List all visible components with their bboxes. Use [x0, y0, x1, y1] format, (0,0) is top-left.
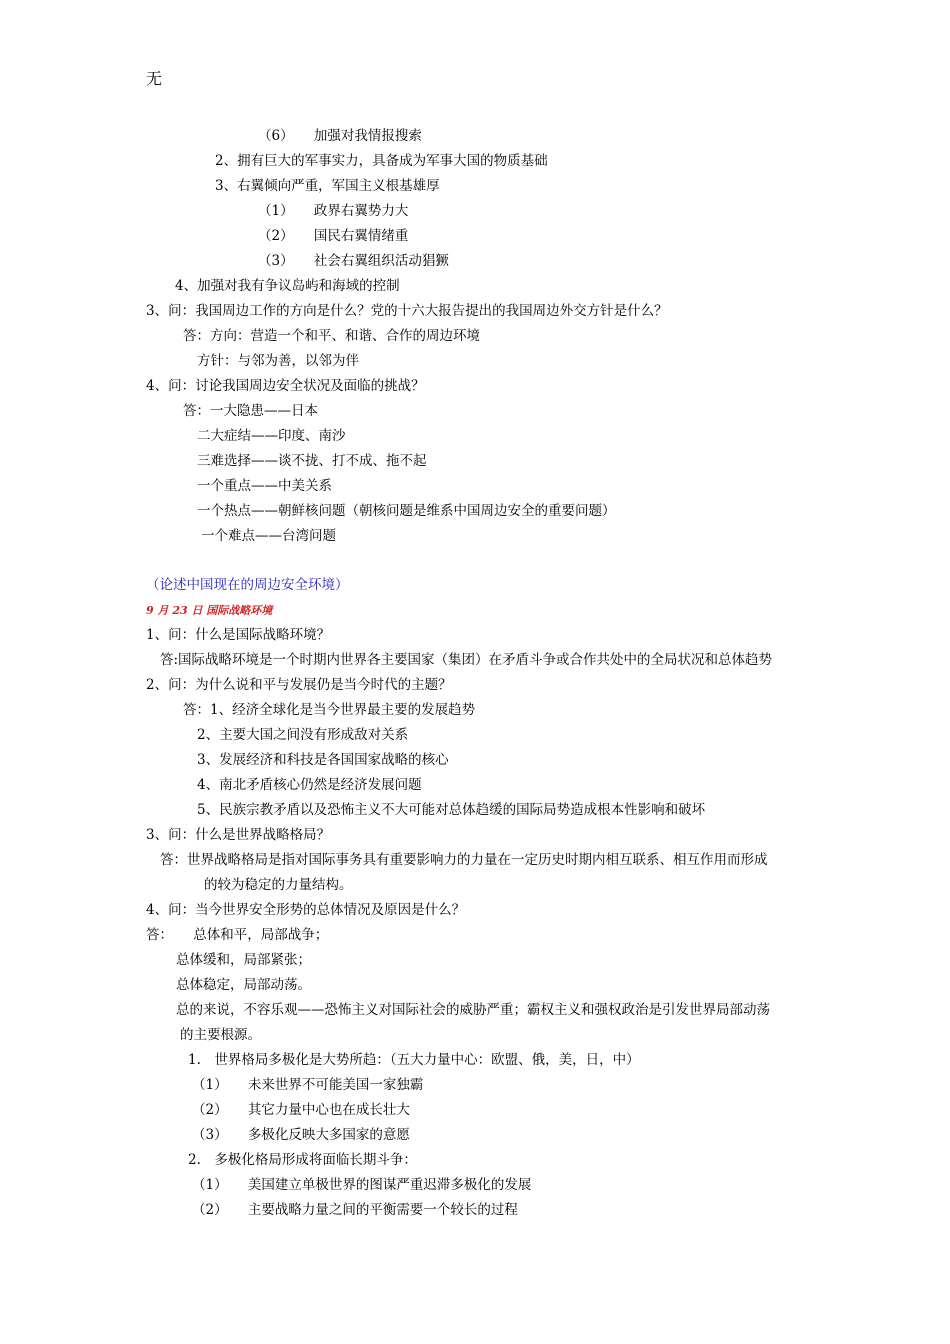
text-line: 答： 总体和平，局部战争；	[146, 927, 329, 943]
text-line: （2） 国民右翼情绪重	[258, 228, 409, 244]
text-line: 总的来说，不容乐观——恐怖主义对国际社会的威胁严重；霸权主义和强权政治是引发世界局部动荡	[176, 1002, 770, 1018]
text-line: （1） 未来世界不可能美国一家独霸	[192, 1077, 424, 1093]
text-line: 答：一大隐患——日本	[183, 403, 318, 419]
text-line: （3） 社会右翼组织活动猖獗	[258, 253, 449, 269]
section-date-heading: 9 月 23 日 国际战略环境	[146, 604, 273, 617]
text-line: 一个难点——台湾问题	[201, 528, 336, 544]
text-line: 2、问：为什么说和平与发展仍是当今时代的主题？	[146, 677, 452, 693]
text-line: 4、问：讨论我国周边安全状况及面临的挑战？	[146, 378, 425, 394]
text-line: 总体缓和，局部紧张；	[176, 952, 311, 968]
text-line: 的较为稳定的力量结构。	[204, 877, 353, 893]
text-line: 3、右翼倾向严重，军国主义根基雄厚	[215, 178, 440, 194]
text-line: 答：世界战略格局是指对国际事务具有重要影响力的力量在一定历史时期内相互联系、相互作用而形成	[160, 852, 768, 868]
text-line: （1） 政界右翼势力大	[258, 203, 409, 219]
text-line: 1、问：什么是国际战略环境？	[146, 627, 331, 643]
text-line: 一个重点——中美关系	[197, 478, 332, 494]
text-line: 1. 世界格局多极化是大势所趋：（五大力量中心：欧盟、俄，美，日，中）	[188, 1052, 640, 1068]
text-line: （1） 美国建立单极世界的图谋严重迟滞多极化的发展	[192, 1177, 532, 1193]
text-line: （6） 加强对我情报搜索	[258, 128, 422, 144]
text-line: 2、主要大国之间没有形成敌对关系	[197, 727, 409, 743]
text-line: 2、拥有巨大的军事实力，具备成为军事大国的物质基础	[215, 153, 548, 169]
text-line: 2. 多极化格局形成将面临长期斗争：	[188, 1152, 417, 1168]
text-line: 方针：与邻为善，以邻为伴	[197, 353, 359, 369]
section-note: （论述中国现在的周边安全环境）	[146, 577, 349, 593]
text-line: 一个热点——朝鲜核问题（朝核问题是维系中国周边安全的重要问题）	[197, 503, 616, 519]
text-line: 答：方向：营造一个和平、和谐、合作的周边环境	[183, 328, 480, 344]
text-line: 3、问：什么是世界战略格局？	[146, 827, 331, 843]
text-line: 答:国际战略环境是一个时期内世界各主要国家（集团）在矛盾斗争或合作共处中的全局状况和总体趋势	[160, 652, 773, 668]
text-line: 的主要根源。	[180, 1027, 261, 1043]
text-line: 5、民族宗教矛盾以及恐怖主义不大可能对总体趋缓的国际局势造成根本性影响和破坏	[197, 802, 706, 818]
text-line: 4、南北矛盾核心仍然是经济发展问题	[197, 777, 422, 793]
text-line: 三难选择——谈不拢、打不成、拖不起	[197, 453, 427, 469]
text-line: （2） 其它力量中心也在成长壮大	[192, 1102, 410, 1118]
text-line: （3） 多极化反映大多国家的意愿	[192, 1127, 410, 1143]
text-line: 4、问：当今世界安全形势的总体情况及原因是什么？	[146, 902, 466, 918]
page-header: 无	[146, 69, 163, 88]
text-line: 二大症结——印度、南沙	[197, 428, 346, 444]
text-line: （2） 主要战略力量之间的平衡需要一个较长的过程	[192, 1202, 518, 1218]
text-line: 答：1、经济全球化是当今世界最主要的发展趋势	[183, 702, 476, 718]
text-line: 3、问：我国周边工作的方向是什么？党的十六大报告提出的我国周边外交方针是什么？	[146, 303, 668, 319]
text-line: 总体稳定，局部动荡。	[176, 977, 311, 993]
text-line: 3、发展经济和科技是各国国家战略的核心	[197, 752, 449, 768]
text-line: 4、加强对我有争议岛屿和海域的控制	[175, 278, 400, 294]
